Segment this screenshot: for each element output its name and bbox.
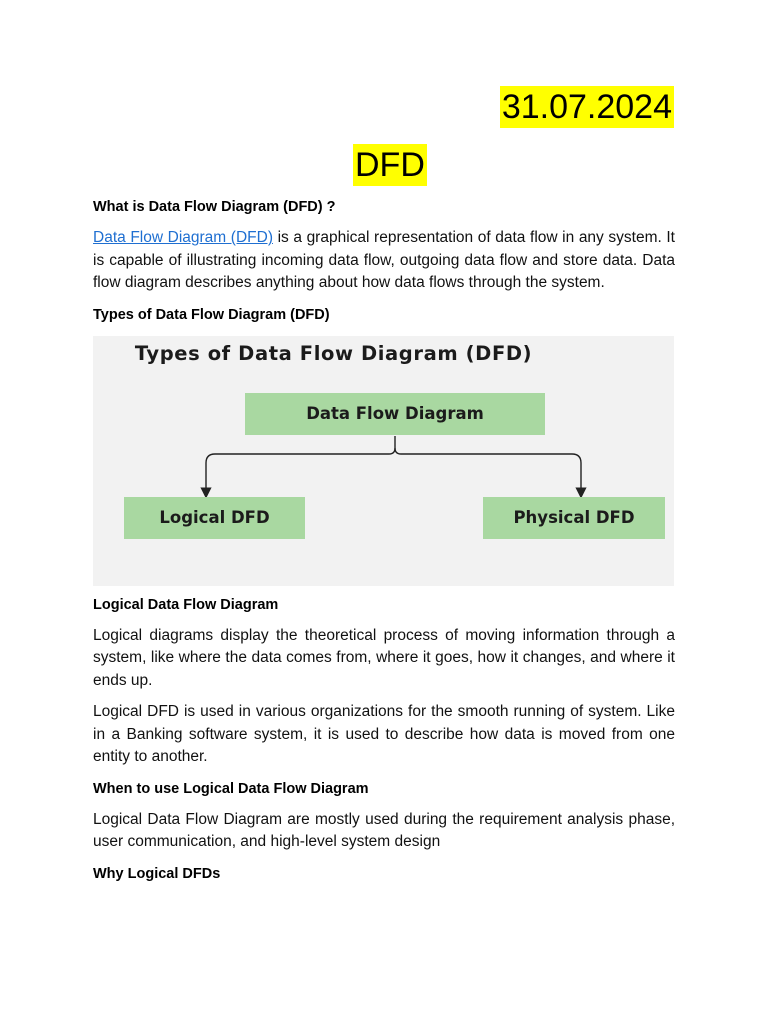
paragraph-when: Logical Data Flow Diagram are mostly used during the requirement analysis phase, user communication, and high-level system design (93, 810, 675, 850)
section-heading-when: When to use Logical Data Flow Diagram (93, 780, 369, 797)
section-heading-types: Types of Data Flow Diagram (DFD) (93, 306, 330, 323)
paragraph-logical-1: Logical diagrams display the theoretical process of moving information through a system, like where the data comes from, where it goes, how it changes, and where it ends up. (93, 626, 675, 689)
paragraph-logical-2: Logical DFD is used in various organizations for the smooth running of system. Like in a Banking software system, it is used to describe how data is moved from one entity to another. (93, 703, 675, 765)
connector-root (206, 436, 395, 493)
page-title: DFD (355, 146, 425, 184)
dfd-types-figure (93, 336, 674, 586)
document-body (93, 196, 675, 885)
paragraph-what-text: is a graphical representation of data flow in any system. It is capable of illustrating incoming data flow, outgoing data flow and store data. Data flow diagram describes anything about how data flows through the system. (93, 229, 675, 291)
dfd-link[interactable]: Data Flow Diagram (DFD) (93, 229, 273, 246)
connector-split (395, 448, 401, 454)
node-logical-dfd: Logical DFD (124, 497, 305, 539)
date-header (500, 86, 674, 128)
paragraph-what (93, 227, 675, 295)
connector-lines (93, 336, 674, 586)
connector-right (401, 454, 581, 493)
section-heading-logical: Logical Data Flow Diagram (93, 596, 279, 613)
node-physical-dfd: Physical DFD (483, 497, 665, 539)
figure-title-text: Types of Data Flow Diagram (DFD) (134, 341, 533, 365)
section-heading-why: Why Logical DFDs (93, 865, 221, 882)
title-header (353, 144, 427, 186)
node-data-flow-diagram: Data Flow Diagram (245, 393, 545, 435)
section-heading-what: What is Data Flow Diagram (DFD) ? (93, 199, 336, 215)
date-highlight: 31.07.2024 (501, 88, 672, 126)
